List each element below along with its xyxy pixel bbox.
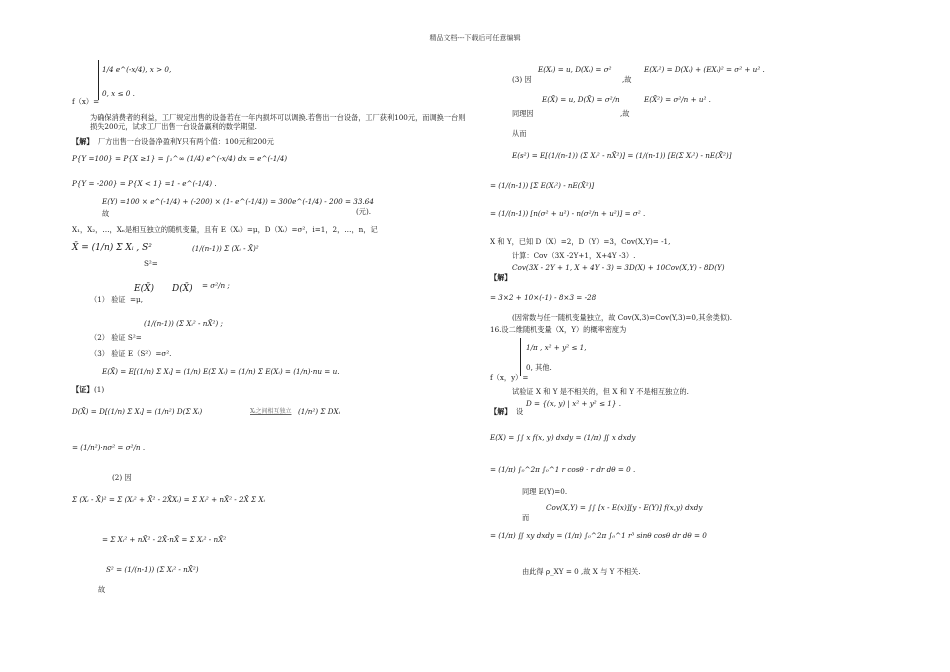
proof-part-1: (1) <box>94 385 105 394</box>
ex-polar: = (1/π) ∫₀^2π ∫₀^1 r cosθ · r dr dθ = 0 . <box>490 465 636 474</box>
solution-tag-3: 【解】 <box>490 407 512 416</box>
s2-final: S² = (1/(n-1)) (Σ Xᵢ² - nX̄²) <box>106 565 199 574</box>
q16-task: 试验证 X 和 Y 是不相关的，但 X 和 Y 不是相互独立的. <box>512 387 689 396</box>
es2-line-2: = (1/(n-1)) [Σ E(Xᵢ²) - nE(X̄²)] <box>490 181 595 190</box>
sum-line-1: Σ (Xᵢ - X̄)² = Σ (Xᵢ² + X̄² - 2X̄Xᵢ) = Σ Xᵢ² + nX̄² - 2X̄ Σ Xᵢ <box>72 495 265 504</box>
es2-line-1: E(s²) = E[(1/(n-1)) (Σ Xᵢ² - nX̄²)] = (1/(n-1)) [E(Σ Xᵢ²) - nE(X̄²)] <box>512 151 732 160</box>
cov-expansion: Cov(3X - 2Y + 1, X + 4Y - 3) = 3D(X) + 10Cov(X,Y) - 8D(Y) <box>512 263 725 272</box>
es2-line-3: = (1/(n-1)) [n(σ² + u²) - n(σ²/n + u²)] = σ² . <box>490 209 646 218</box>
q1-eq1: =μ, <box>130 295 143 304</box>
r3-expr: E(Xᵢ) = u, D(Xᵢ) = σ² <box>538 65 612 74</box>
q1-e: E(X̄) <box>134 284 154 294</box>
part-2-label: (2) 因 <box>112 473 132 482</box>
region-d: D = {(x, y) | x² + y² ≤ 1} . <box>526 399 621 408</box>
q2-expr: (1/(n-1)) (Σ Xᵢ² - nX̄²) ; <box>144 319 223 328</box>
q1-d: D(X̄) <box>172 284 193 294</box>
pdf2-inside: 1/π , x² + y² ≤ 1, <box>526 343 587 352</box>
solution-text: 厂方出售一台设备净盈利Y只有两个值：100元和200元 <box>98 137 274 146</box>
q1-label: （1） 验证 <box>90 295 126 304</box>
pdf2-other: 0, 其他. <box>526 363 552 372</box>
cov-question: X 和 Y，已知 D（X）=2，D（Y）=3，Cov(X,Y)= -1, <box>490 237 671 246</box>
let-label: 设 <box>516 407 524 416</box>
page-header: 精品文档---下载后可任意编辑 <box>429 34 521 42</box>
fxy-label: f（x，y）= <box>490 373 529 382</box>
r3-therefore: ,故 <box>622 75 632 84</box>
pdf-positive: 1/4 e^(-x/4), x > 0, <box>102 65 172 74</box>
conclusion: 由此得 ρ_XY = 0 ,故 X 与 Y 不相关. <box>522 567 641 576</box>
q3-label: （3） 验证 E（S²）=σ². <box>90 349 172 358</box>
same-reason-tail: E(X̄²) = σ²/n + u² . <box>644 95 711 104</box>
solution-tag: 【解】 <box>72 137 94 146</box>
cov-integral: Cov(X,Y) = ∫∫ [x - E(x)][y - E(Y)] f(x,y) dxdy <box>546 503 703 512</box>
proof-tag: 【证】 <box>72 385 94 394</box>
therefore-1: 故 <box>102 209 110 218</box>
pdf-brace <box>98 60 99 100</box>
solution-tag-2: 【解】 <box>490 273 512 282</box>
hence-label: 从而 <box>512 129 527 138</box>
pdf-zero: 0, x ≤ 0 . <box>102 89 135 98</box>
prob-y-200: P{Y = -200} = P{X < 1} =1 - e^(-1/4) . <box>72 179 217 188</box>
dxbar-result: = (1/n²)·nσ² = σ²/n . <box>72 443 146 452</box>
yuan-unit: (元). <box>356 207 372 216</box>
dxbar-line: D(X̄) = D[(1/n) Σ Xᵢ] = (1/n²) D(Σ Xᵢ) <box>72 407 203 416</box>
problem-text: 为确保消费者的利益，工厂规定出售的设备若在一年内损坏可以调换.若售出一台设备，工厂获利100元，而调换一台则损失200元，试求工厂出售一台设备赢利的数学期望. <box>90 113 466 131</box>
dxbar-tail: (1/n²) Σ DXᵢ <box>298 407 341 416</box>
q1-eq2: = σ²/n ; <box>202 281 230 290</box>
cov-polar: = (1/π) ∬ xy dxdy = (1/π) ∫₀^2π ∫₀^1 r³ sinθ cosθ dr dθ = 0 <box>490 531 707 540</box>
s2-definition: (1/(n-1)) Σ (Xᵢ - X̄)² <box>192 244 259 253</box>
ex-integral: E(X) = ∫∫ x f(x, y) dxdy = (1/π) ∬ x dxdy <box>490 433 636 442</box>
same-reason-expr: E(X̄) = u, D(X̄) = σ²/n <box>542 95 620 104</box>
xbar-definition: X̄ = (1/n) Σ Xᵢ , S² <box>72 243 152 253</box>
independence-note: Xᵢ之间相互独立 <box>250 408 292 415</box>
same-reason: 同理因 <box>512 109 534 118</box>
q16-text: 16.设二维随机变量（X，Y）的概率密度为 <box>490 325 627 334</box>
ey-same: 同理 E(Y)=0. <box>522 487 568 496</box>
q3-expr: E(X̄) = E[(1/n) Σ Xᵢ] = (1/n) E(Σ Xᵢ) = (1/n) Σ E(Xᵢ) = (1/n)·nu = u. <box>102 367 340 376</box>
question-intro: X₁，X₂，…，Xₙ是相互独立的随机变量，且有 E（Xᵢ）=μ，D（Xᵢ）=σ²，i=1，2，…，n，记 <box>72 225 378 234</box>
prob-y100: P{Y =100} = P{X ≥1} = ∫₁^∞ (1/4) e^(-x/4) dx = e^(-1/4) <box>72 154 288 163</box>
same-reason-therefore: ,故 <box>620 109 630 118</box>
r3-label: (3) 因 <box>512 75 532 84</box>
and-label: 而 <box>522 513 530 522</box>
cov-calc: 计算：Cov（3X -2Y+1，X+4Y -3）. <box>512 251 636 260</box>
expectation-y: E(Y) =100 × e^(-1/4) + (-200) × (1- e^(-1/4)) = 300e^(-1/4) - 200 = 33.64 <box>102 197 374 206</box>
s2-label: S²= <box>144 259 158 268</box>
sum-line-2: = Σ Xᵢ² + nX̄² - 2X̄·nX̄ = Σ Xᵢ² - nX̄² <box>102 535 227 544</box>
pdf2-brace <box>520 338 521 376</box>
fx-label: f（x）= <box>72 97 100 106</box>
r3-tail: E(Xᵢ²) = D(Xᵢ) + (EXᵢ)² = σ² + u² . <box>644 65 765 74</box>
cov-note: (因常数与任一随机变量独立，故 Cov(X,3)=Cov(Y,3)=0,其余类似). <box>512 313 733 322</box>
cov-result: = 3×2 + 10×(-1) - 8×3 = -28 <box>490 293 597 302</box>
therefore-2: 故 <box>98 585 106 594</box>
q2-label: （2） 验证 S²= <box>90 333 142 342</box>
